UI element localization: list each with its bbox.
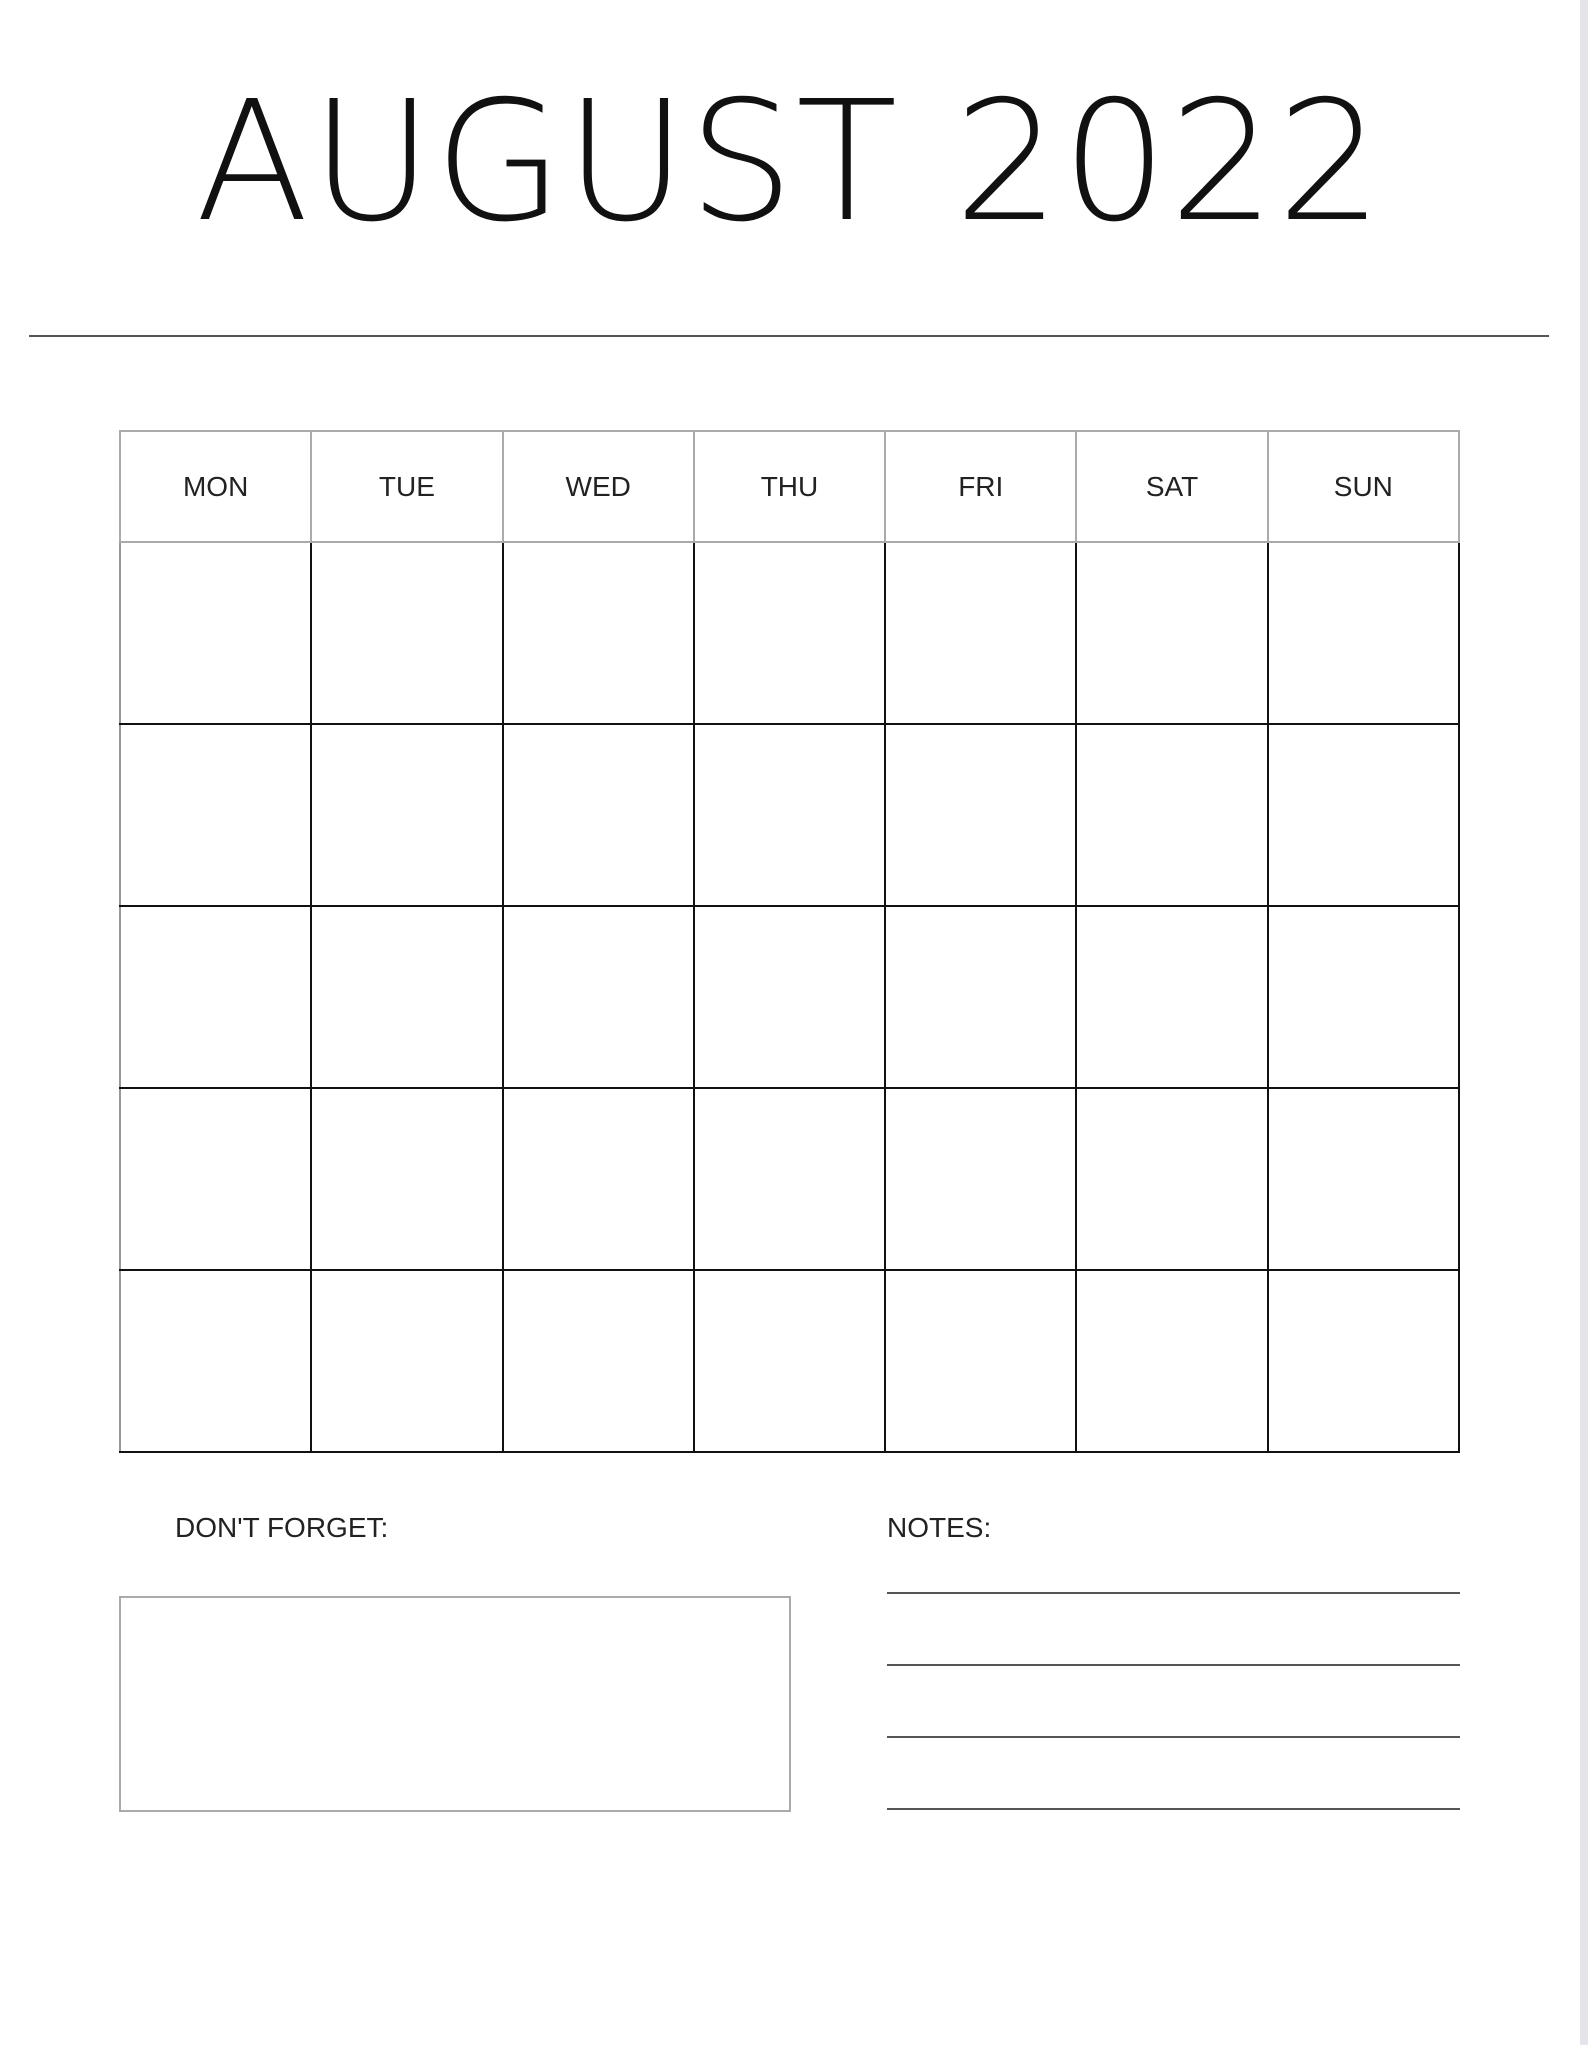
dont-forget-box[interactable] <box>119 1596 791 1812</box>
day-cell[interactable] <box>503 542 694 724</box>
day-cell[interactable] <box>1076 724 1267 906</box>
day-cell[interactable] <box>311 542 502 724</box>
day-cell[interactable] <box>694 1088 885 1270</box>
day-cell[interactable] <box>694 724 885 906</box>
scrollbar-track[interactable] <box>1580 0 1588 2045</box>
day-cell[interactable] <box>311 1088 502 1270</box>
day-cell[interactable] <box>120 1088 311 1270</box>
day-cell[interactable] <box>1268 542 1459 724</box>
weekday-wed: WED <box>503 431 694 542</box>
week-row <box>120 906 1459 1088</box>
notes-label: NOTES: <box>887 1512 992 1543</box>
weekday-fri: FRI <box>885 431 1076 542</box>
day-cell[interactable] <box>1268 1270 1459 1452</box>
day-cell[interactable] <box>694 906 885 1088</box>
weekday-sat: SAT <box>1076 431 1267 542</box>
day-cell[interactable] <box>503 906 694 1088</box>
weekday-mon: MON <box>120 431 311 542</box>
day-cell[interactable] <box>120 542 311 724</box>
day-cell[interactable] <box>1268 1088 1459 1270</box>
weekday-header-row <box>120 431 1459 542</box>
day-cell[interactable] <box>885 542 1076 724</box>
day-cell[interactable] <box>503 1088 694 1270</box>
weekday-sun: SUN <box>1268 431 1459 542</box>
day-cell[interactable] <box>120 724 311 906</box>
day-cell[interactable] <box>311 906 502 1088</box>
day-cell[interactable] <box>311 724 502 906</box>
notes-line[interactable] <box>887 1664 1460 1666</box>
day-cell[interactable] <box>885 724 1076 906</box>
dont-forget-label: DON'T FORGET: <box>175 1512 389 1543</box>
day-cell[interactable] <box>503 1270 694 1452</box>
day-cell[interactable] <box>1076 906 1267 1088</box>
day-cell[interactable] <box>1076 1088 1267 1270</box>
notes-line[interactable] <box>887 1808 1460 1810</box>
week-row <box>120 724 1459 906</box>
week-row <box>120 1270 1459 1452</box>
notes-line[interactable] <box>887 1736 1460 1738</box>
weekday-thu: THU <box>694 431 885 542</box>
day-cell[interactable] <box>885 1088 1076 1270</box>
week-row <box>120 542 1459 724</box>
notes-line[interactable] <box>887 1592 1460 1594</box>
day-cell[interactable] <box>694 1270 885 1452</box>
day-cell[interactable] <box>120 1270 311 1452</box>
day-cell[interactable] <box>1076 542 1267 724</box>
weekday-tue: TUE <box>311 431 502 542</box>
divider <box>29 335 1549 337</box>
day-cell[interactable] <box>885 906 1076 1088</box>
page-title: AUGUST 2022 <box>195 66 1385 259</box>
calendar-grid <box>119 430 1460 1453</box>
day-cell[interactable] <box>694 542 885 724</box>
week-row <box>120 1088 1459 1270</box>
day-cell[interactable] <box>311 1270 502 1452</box>
day-cell[interactable] <box>1076 1270 1267 1452</box>
day-cell[interactable] <box>1268 724 1459 906</box>
day-cell[interactable] <box>885 1270 1076 1452</box>
day-cell[interactable] <box>1268 906 1459 1088</box>
day-cell[interactable] <box>120 906 311 1088</box>
day-cell[interactable] <box>503 724 694 906</box>
